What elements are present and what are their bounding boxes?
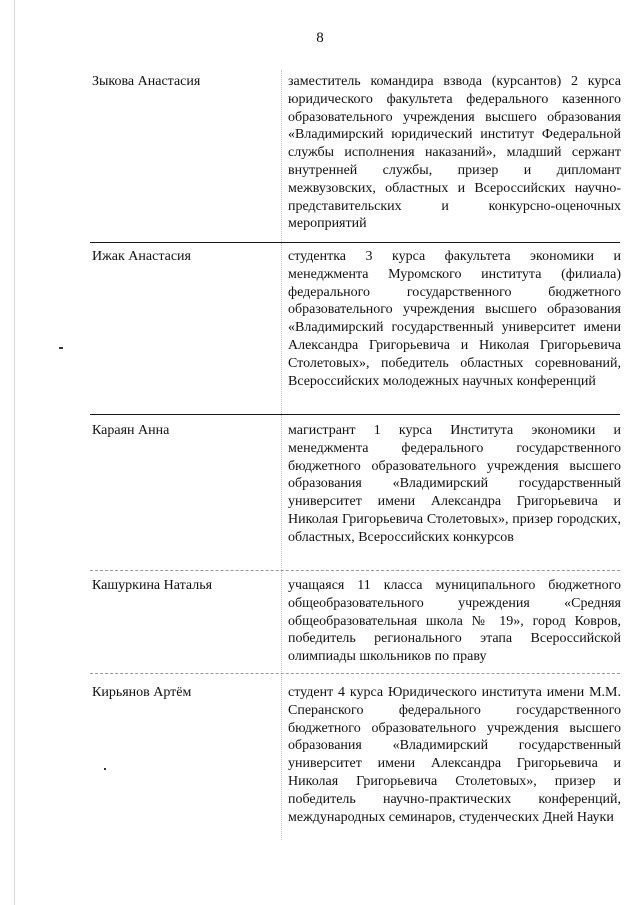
entry-name: Караян Анна: [92, 423, 170, 438]
entry-name: Кирьянов Артём: [92, 685, 192, 700]
entry-name: Ижак Анастасия: [92, 249, 191, 264]
entry-description: учащаяся 11 класса муниципального бюджетного общеобразовательного учреждения «Средняя общеобразовательная школа № 19», город Ковров, победитель регионального этапа Всероссийской олимпиады школьников по праву: [288, 578, 621, 665]
row-divider: [90, 242, 620, 243]
row-divider: [90, 414, 620, 415]
entry-description: студентка 3 курса факультета экономики и менеджмента Муромского института (филиала) федерального государственного бюджетного образовательного учреждения высшего образования «Владимирский государственный университет имени Александра Григорьевича и Николая Григорьевича Столетовых», победитель областных соревнований, Всероссийских молодежных научных конференций: [288, 249, 621, 389]
scan-speck: [59, 347, 63, 349]
column-separator: [281, 70, 282, 840]
entry-name: Зыкова Анастасия: [92, 74, 201, 89]
row-divider: [90, 570, 620, 571]
entry-description: магистрант 1 курса Института экономики и менеджмента федерального государственного бюджетного образовательного учреждения высшего образования «Владимирский государственный университет имени Александра Григорьевича и Николая Григорьевича Столетовых», призер городских, областных, Всероссийских конкурсов: [288, 423, 621, 545]
entry-name: Кашуркина Наталья: [92, 578, 213, 593]
entry-description: студент 4 курса Юридического института имени М.М. Сперанского федерального государственного бюджетного образовательного учреждения высшего образования «Владимирский государственный университет имени Александра Григорьевича и Николая Григорьевича Столетовых», призер и победитель научно-практических конференций, международных семинаров, студенческих Дней Науки: [288, 685, 621, 825]
entry-description: заместитель командира взвода (курсантов) 2 курса юридического факультета федерального казенного образовательного учреждения высшего образования «Владимирский юридический институт Федеральной службы исполнения наказаний», младший сержант внутренней службы, призер и дипломант межвузовских, областных и Всероссийских научно-представительских и конкурсно-оценочных мероприятий: [288, 74, 621, 232]
page-number: 8: [316, 30, 324, 46]
scan-speck: [104, 768, 106, 770]
row-divider: [90, 673, 620, 674]
